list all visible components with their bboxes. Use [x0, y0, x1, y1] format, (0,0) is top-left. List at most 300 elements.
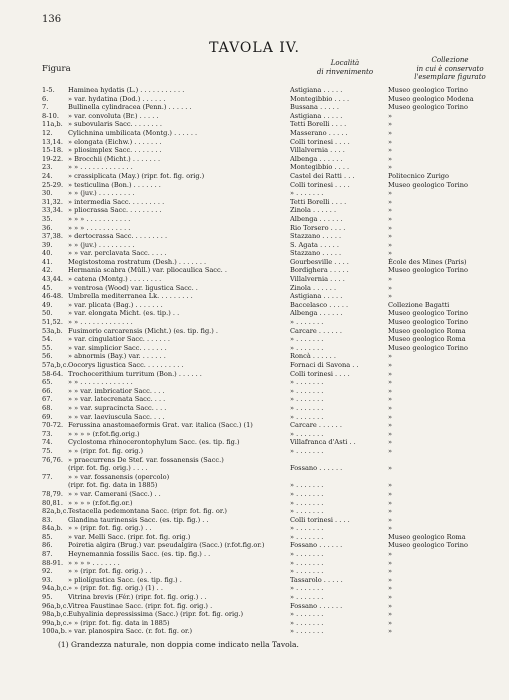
locality: » . . . . . . .: [290, 584, 324, 593]
locality: » . . . . . . .: [290, 627, 324, 636]
locality: Carcare . . . . . .: [290, 326, 342, 335]
figure-number: 94a,b,c.: [42, 584, 69, 593]
table-row: [0, 516, 509, 525]
table-row: [0, 627, 509, 636]
locality: Colli torinesi . . . .: [290, 515, 350, 524]
figure-number: 13,14.: [42, 137, 63, 146]
table-row: [0, 490, 509, 499]
species-description: » elongata (Eichw.) . . . . . . .: [68, 137, 162, 146]
figure-number: 31,32.: [42, 197, 63, 206]
figure-number: 82a,b,c.: [42, 507, 69, 516]
locality: » . . . . . . .: [290, 378, 324, 387]
collection: »: [388, 240, 393, 249]
collection: Museo geologico Torino: [388, 318, 468, 327]
species-description: » pliosimplex Sacc. . . . . . . .: [68, 146, 162, 155]
collection: Collezione Bagatti: [388, 300, 450, 309]
table-row: [0, 533, 509, 542]
table-row: [0, 301, 509, 310]
locality: Baccelasco . . . . .: [290, 300, 349, 309]
figure-number: 68.: [42, 403, 53, 412]
species-description: » var. convoluta (Br.) . . . . .: [68, 111, 159, 120]
column-header-figura: Figura: [42, 64, 71, 74]
figure-number: 65.: [42, 378, 53, 387]
table-row: [0, 86, 509, 95]
table-row: [0, 559, 509, 568]
collection: »: [388, 249, 393, 258]
table-row: [0, 224, 509, 233]
column-header-collezione-line3: l'esemplare figurato: [414, 73, 486, 81]
figure-number: 1-5.: [42, 86, 55, 94]
species-description: Umbrella mediterranea Lk. . . . . . . . .: [68, 292, 193, 301]
species-description: » » . . . . . . . . . . . . .: [68, 318, 133, 327]
collection: »: [388, 446, 393, 455]
figure-number: 74.: [42, 438, 53, 447]
table-row: [0, 344, 509, 353]
collection: »: [388, 412, 393, 421]
collection: »: [388, 575, 393, 584]
species-description: » » . . . . . . . . . . . . .: [68, 378, 133, 387]
collection: »: [388, 403, 393, 412]
figure-number: 78,79.: [42, 489, 63, 498]
collection: Museo geologico Torino: [388, 103, 468, 112]
collection: »: [388, 232, 393, 241]
species-description: » » » . . . . . . . . . . .: [68, 214, 131, 223]
locality: » . . . . . . .: [290, 403, 324, 412]
table-row: [0, 103, 509, 112]
species-description: » » (ripr. fot. fig. data in 1885): [68, 618, 170, 627]
species-description: Bullinella cylindracea (Penn.) . . . . . .: [68, 103, 192, 112]
table-row: [0, 456, 509, 465]
column-header-localita: [300, 59, 390, 76]
species-description: » subovularis Sacc. . . . . . . .: [68, 120, 162, 129]
locality: » . . . . . . .: [290, 593, 324, 602]
table-row: [0, 275, 509, 284]
table-row: [0, 447, 509, 456]
collection: »: [388, 601, 393, 610]
figure-number: 57a,b,c.: [42, 361, 69, 369]
table-row: [0, 541, 509, 550]
species-description: » » » . . . . . . . . . . .: [68, 223, 131, 232]
locality: » . . . . . . .: [290, 610, 324, 619]
species-description: Oocorys ligustica Sacc. . . . . . . . . .: [68, 361, 184, 369]
species-description: » » var. laeviuscula Sacc. . . .: [68, 412, 165, 421]
figure-number: 83.: [42, 515, 53, 524]
figure-number: 41.: [42, 257, 53, 266]
table-row: [0, 610, 509, 619]
table-row: [0, 232, 509, 241]
column-header-localita-line1: Località: [330, 59, 360, 67]
collection: »: [388, 206, 393, 215]
figure-number: 53a,b.: [42, 326, 63, 335]
table-row: [0, 464, 509, 473]
table-row: [0, 550, 509, 559]
figure-number: 35.: [42, 214, 53, 223]
species-description: » » » » . . . . . . .: [68, 558, 120, 567]
species-description: » var. hydatina (Dod.) . . . . . .: [68, 94, 166, 103]
species-description: » pliolígustica Sacc. (es. tip. fig.) .: [68, 575, 182, 584]
figure-number: 23.: [42, 163, 53, 172]
collection: »: [388, 378, 393, 387]
collection: École des Mines (Paris): [388, 257, 467, 266]
locality: Villafranca d'Asti . .: [290, 438, 356, 447]
locality: Zinola . . . . . .: [290, 283, 337, 292]
table-row: [0, 584, 509, 593]
figure-number: 95.: [42, 593, 53, 602]
locality: Rio Torsero . . . .: [290, 223, 346, 232]
collection: Museo geologico Torino: [388, 343, 468, 352]
species-description: Euhyalinia depressissima (Sacc.) (ripr. fot. fig. orig.): [68, 610, 244, 619]
locality: Bussana . . . . .: [290, 103, 339, 112]
figure-number: 87.: [42, 550, 53, 559]
figure-number: 70-72.: [42, 421, 64, 430]
species-description: Hermania scabra (Müll.) var. pliocaulica Sacc. .: [68, 266, 227, 275]
collection: »: [388, 618, 393, 627]
locality: Colli torinesi . . . .: [290, 369, 350, 378]
figure-number: 49.: [42, 300, 53, 309]
locality: » . . . . . . .: [290, 558, 324, 567]
collection: Museo geologico Torino: [388, 309, 468, 318]
collection: »: [388, 223, 393, 232]
locality: » . . . . . . .: [290, 412, 324, 421]
species-description: » var. plicata (Bag.) . . . . . . .: [68, 300, 163, 309]
figure-number: 75.: [42, 446, 53, 455]
locality: Bordighera . . . . .: [290, 266, 349, 275]
collection: »: [388, 464, 393, 473]
table-row: [0, 438, 509, 447]
collection: »: [388, 386, 393, 395]
table-row: [0, 266, 509, 275]
species-description: Testacella pedemontana Sacc. (ripr. fot. fig. or.): [68, 507, 227, 516]
figure-number: 51,52.: [42, 318, 63, 327]
collection: Museo geologico Torino: [388, 266, 468, 275]
figure-number: 8-10.: [42, 111, 59, 120]
locality: Fossano . . . . . .: [290, 541, 343, 550]
table-row: [0, 309, 509, 318]
collection: »: [388, 429, 393, 438]
locality: Stazzano . . . . .: [290, 249, 342, 258]
locality: Fossano . . . . . .: [290, 464, 343, 473]
column-header-collezione-line2: in cui è conservato: [416, 64, 484, 73]
collection: »: [388, 197, 393, 206]
collection: »: [388, 515, 393, 524]
page-title: TAVOLA IV.: [209, 40, 300, 56]
locality: » . . . . . . .: [290, 335, 324, 344]
figure-number: 76,76.: [42, 455, 63, 464]
table-row: [0, 189, 509, 198]
species-description: Glandina taurinensis Sacc. (es. tip. fig.) . .: [68, 515, 209, 524]
locality: » . . . . . . .: [290, 524, 324, 533]
species-description: Cyclostoma rhinocerontophylum Sacc. (es. tip. fig.): [68, 438, 240, 447]
species-description: » intermedia Sacc. . . . . . . . .: [68, 197, 165, 206]
species-description: Vitrea Faustinae Sacc. (ripr. fot. fig. orig.) .: [68, 601, 213, 610]
locality: Castel dei Ratti . . .: [290, 171, 355, 180]
locality: Roncà . . . . . .: [290, 352, 336, 361]
species-description: (ripr. fot. fig. orig.) . . . .: [68, 464, 148, 473]
species-description: » » (ripr. fot. fig. orig.) (1) . .: [68, 584, 163, 593]
figure-number: 54.: [42, 335, 53, 344]
species-description: » » (ripr. fot. fig. orig.) . .: [68, 524, 152, 533]
collection: »: [388, 524, 393, 533]
collection: »: [388, 189, 393, 198]
figure-number: 69.: [42, 412, 53, 421]
species-description: » ventrosa (Wood) var. ligustica Sacc. .: [68, 283, 198, 292]
collection: »: [388, 593, 393, 602]
collection: »: [388, 214, 393, 223]
locality: Albenga . . . . . .: [290, 214, 343, 223]
table-row: [0, 378, 509, 387]
collection: »: [388, 120, 393, 129]
species-description: » » var. latecrenata Sacc. . . .: [68, 395, 166, 404]
figure-number: 55.: [42, 343, 53, 352]
species-description: Vitrina brevis (Fér.) (ripr. fot. fig. orig.) . .: [68, 593, 207, 602]
figure-number: 50.: [42, 309, 53, 318]
locality: Tassarolo . . . . .: [290, 575, 343, 584]
species-description: » » (juv.) . . . . . . . . .: [68, 189, 135, 198]
locality: Astigiana . . . . .: [290, 292, 343, 301]
locality: Masserano . . . . .: [290, 128, 348, 137]
figure-number: 42.: [42, 266, 53, 275]
figure-number: 56.: [42, 352, 53, 361]
locality: » . . . . . . .: [290, 429, 324, 438]
species-description: (ripr. fot. fig. data in 1885): [68, 481, 158, 490]
locality: » . . . . . . .: [290, 507, 324, 516]
species-description: » var. cingulatior Sacc. . . . . . .: [68, 335, 171, 344]
collection: »: [388, 369, 393, 378]
figure-number: 46-48.: [42, 292, 64, 301]
table-row: [0, 481, 509, 490]
collection: »: [388, 137, 393, 146]
locality: Colli torinesi . . . .: [290, 180, 350, 189]
species-description: Fusimorio carcarensis (Micht.) (es. tip. fig.) .: [68, 326, 219, 335]
collection: Museo geologico Roma: [388, 326, 466, 335]
table-row: [0, 593, 509, 602]
species-description: » » (juv.) . . . . . . . . .: [68, 240, 135, 249]
figure-number: 45.: [42, 283, 53, 292]
column-header-localita-line2: di rinvenimento: [316, 67, 374, 76]
figure-number: 19-22.: [42, 154, 64, 163]
figure-number: 73.: [42, 429, 53, 438]
table-row: [0, 155, 509, 164]
collection: »: [388, 146, 393, 155]
table-row: [0, 404, 509, 413]
column-header-collezione: [400, 56, 500, 82]
footnote: (1) Grandezza naturale, non doppia come indicato nella Tavola.: [58, 640, 299, 649]
table-row: [0, 430, 509, 439]
table-row: [0, 395, 509, 404]
species-description: » praecurrens De Stef. var. fossanensis (Sacc.): [68, 455, 224, 464]
locality: Astigiana . . . . .: [290, 86, 343, 94]
collection: »: [388, 395, 393, 404]
collection: »: [388, 610, 393, 619]
table-row: [0, 413, 509, 422]
table-row: [0, 318, 509, 327]
figure-number: 86.: [42, 541, 53, 550]
table-row: [0, 335, 509, 344]
species-description: » » var. imbricatior Sacc. . . .: [68, 386, 165, 395]
figure-number: 25-29.: [42, 180, 64, 189]
locality: » . . . . . . .: [290, 489, 324, 498]
figure-number: 80,81.: [42, 498, 63, 507]
locality: Colli torinesi . . . .: [290, 137, 350, 146]
locality: Zinola . . . . . .: [290, 206, 337, 215]
species-description: » var. Melli Sacc. (ripr. fot. fig. orig.): [68, 532, 191, 541]
collection: »: [388, 154, 393, 163]
locality: » . . . . . . .: [290, 343, 324, 352]
collection: »: [388, 438, 393, 447]
locality: Albenga . . . . . .: [290, 154, 343, 163]
collection: »: [388, 481, 393, 490]
collection: »: [388, 584, 393, 593]
table-row: [0, 352, 509, 361]
table-row: [0, 602, 509, 611]
table-row: [0, 206, 509, 215]
table-row: [0, 387, 509, 396]
locality: » . . . . . . .: [290, 189, 324, 198]
figure-number: 100a,b.: [42, 627, 67, 636]
species-description: » » var. fossanensis (opercolo): [68, 472, 170, 481]
locality: Carcare . . . . . .: [290, 421, 342, 430]
table-row: [0, 619, 509, 628]
species-description: » » » » (r.fot.fig.or.): [68, 498, 133, 507]
species-description: » dertocrassa Sacc. . . . . . . . .: [68, 232, 168, 241]
table-row: [0, 138, 509, 147]
collection: Museo geologico Roma: [388, 532, 466, 541]
species-description: » var. planospira Sacc. (r. fot. fig. or.): [68, 627, 193, 636]
table-row: [0, 327, 509, 336]
locality: » . . . . . . .: [290, 386, 324, 395]
species-description: » » (ripr. fot. fig. orig.) . .: [68, 567, 152, 576]
locality: » . . . . . . .: [290, 446, 324, 455]
collection: »: [388, 421, 393, 430]
locality: Astigiana . . . . .: [290, 111, 343, 120]
locality: Montegibbio . . . .: [290, 163, 350, 172]
species-description: Ferussina anastomaeformis Grat. var. italica (Sacc.) (1): [68, 421, 253, 430]
figure-number: 67.: [42, 395, 53, 404]
figure-number: 15-18.: [42, 146, 64, 155]
table-row: [0, 567, 509, 576]
species-description: » abnormis (Bay.) var. . . . . . .: [68, 352, 166, 361]
table-row: [0, 163, 509, 172]
figure-number: 99a,b,c.: [42, 618, 69, 627]
species-description: » testiculina (Bon.) . . . . . . .: [68, 180, 161, 189]
column-header-collezione-line1: Collezione: [431, 56, 469, 64]
figure-number: 24.: [42, 171, 53, 180]
table-row: [0, 370, 509, 379]
table-row: [0, 576, 509, 585]
table-row: [0, 284, 509, 293]
collection: Museo geologico Modena: [388, 94, 474, 103]
table-row: [0, 215, 509, 224]
collection: »: [388, 111, 393, 120]
locality: » . . . . . . .: [290, 318, 324, 327]
figure-number: 66.: [42, 386, 53, 395]
species-description: » » . . . . . . . . . . . . .: [68, 163, 133, 172]
collection: »: [388, 567, 393, 576]
table-row: [0, 421, 509, 430]
locality: Tetti Borelli . . . .: [290, 120, 347, 129]
collection: »: [388, 275, 393, 284]
table-row: [0, 361, 509, 370]
table-row: [0, 499, 509, 508]
species-description: » pliocrassa Sacc. . . . . . . . .: [68, 206, 162, 215]
species-description: Trochocerithium turritum (Bon.) . . . . . .: [68, 369, 202, 378]
table-row: [0, 249, 509, 258]
locality: » . . . . . . .: [290, 498, 324, 507]
locality: » . . . . . . .: [290, 532, 324, 541]
page-number: 136: [42, 14, 62, 25]
locality: Stazzano . . . . .: [290, 232, 342, 241]
figure-number: 6.: [42, 94, 49, 103]
locality: » . . . . . . .: [290, 481, 324, 490]
species-description: » var. simplicior Sacc. . . . . . .: [68, 343, 167, 352]
collection: »: [388, 352, 393, 361]
collection: »: [388, 163, 393, 172]
locality: Villalvernia . . . .: [290, 146, 345, 155]
locality: » . . . . . . .: [290, 550, 324, 559]
table-row: [0, 241, 509, 250]
locality: Gourbesville . . . .: [290, 257, 349, 266]
collection: »: [388, 550, 393, 559]
table-row: [0, 258, 509, 267]
table-row: [0, 473, 509, 482]
figure-number: 12.: [42, 128, 53, 137]
table-row: [0, 120, 509, 129]
figure-number: 58-64.: [42, 369, 64, 378]
figure-number: 85.: [42, 532, 53, 541]
collection: Politecnico Zurigo: [388, 171, 449, 180]
figure-number: 30.: [42, 189, 53, 198]
figure-number: 96a,b,c.: [42, 601, 69, 610]
collection: Museo geologico Torino: [388, 541, 468, 550]
species-description: » Brocchii (Micht.) . . . . . . .: [68, 154, 161, 163]
figure-number: 93.: [42, 575, 53, 584]
table-row: [0, 524, 509, 533]
figure-number: 40.: [42, 249, 53, 258]
collection: Museo geologico Roma: [388, 335, 466, 344]
collection: »: [388, 507, 393, 516]
locality: S. Agata . . . . .: [290, 240, 339, 249]
collection: Museo geologico Torino: [388, 86, 468, 94]
locality: Villalvernia . . . .: [290, 275, 345, 284]
table-row: [0, 181, 509, 190]
collection: »: [388, 498, 393, 507]
locality: » . . . . . . .: [290, 618, 324, 627]
locality: Tetti Borelli . . . .: [290, 197, 347, 206]
figure-number: 37,38.: [42, 232, 63, 241]
figure-number: 33,34.: [42, 206, 63, 215]
figure-number: 84a,b.: [42, 524, 63, 533]
collection: »: [388, 558, 393, 567]
table-row: [0, 172, 509, 181]
table-row: [0, 292, 509, 301]
species-description: » catena (Montg.) . . . . . . . .: [68, 275, 162, 284]
figure-number: 7.: [42, 103, 49, 112]
species-description: » » var. perclavata Sacc. . . . .: [68, 249, 167, 258]
table-row: [0, 198, 509, 207]
table-row: [0, 112, 509, 121]
species-description: » » var. supracincta Sacc. . . .: [68, 403, 167, 412]
species-description: Megistostoma rostratum (Desh.) . . . . . . .: [68, 257, 207, 266]
figure-number: 88-91.: [42, 558, 64, 567]
collection: »: [388, 627, 393, 636]
locality: Albenga . . . . . .: [290, 309, 343, 318]
locality: Fornaci di Savona . .: [290, 361, 359, 369]
figure-number: 98a,b,c.: [42, 610, 69, 619]
locality: » . . . . . . .: [290, 395, 324, 404]
collection: »: [388, 128, 393, 137]
plate-table: [0, 86, 509, 636]
figure-number: 43,44.: [42, 275, 63, 284]
